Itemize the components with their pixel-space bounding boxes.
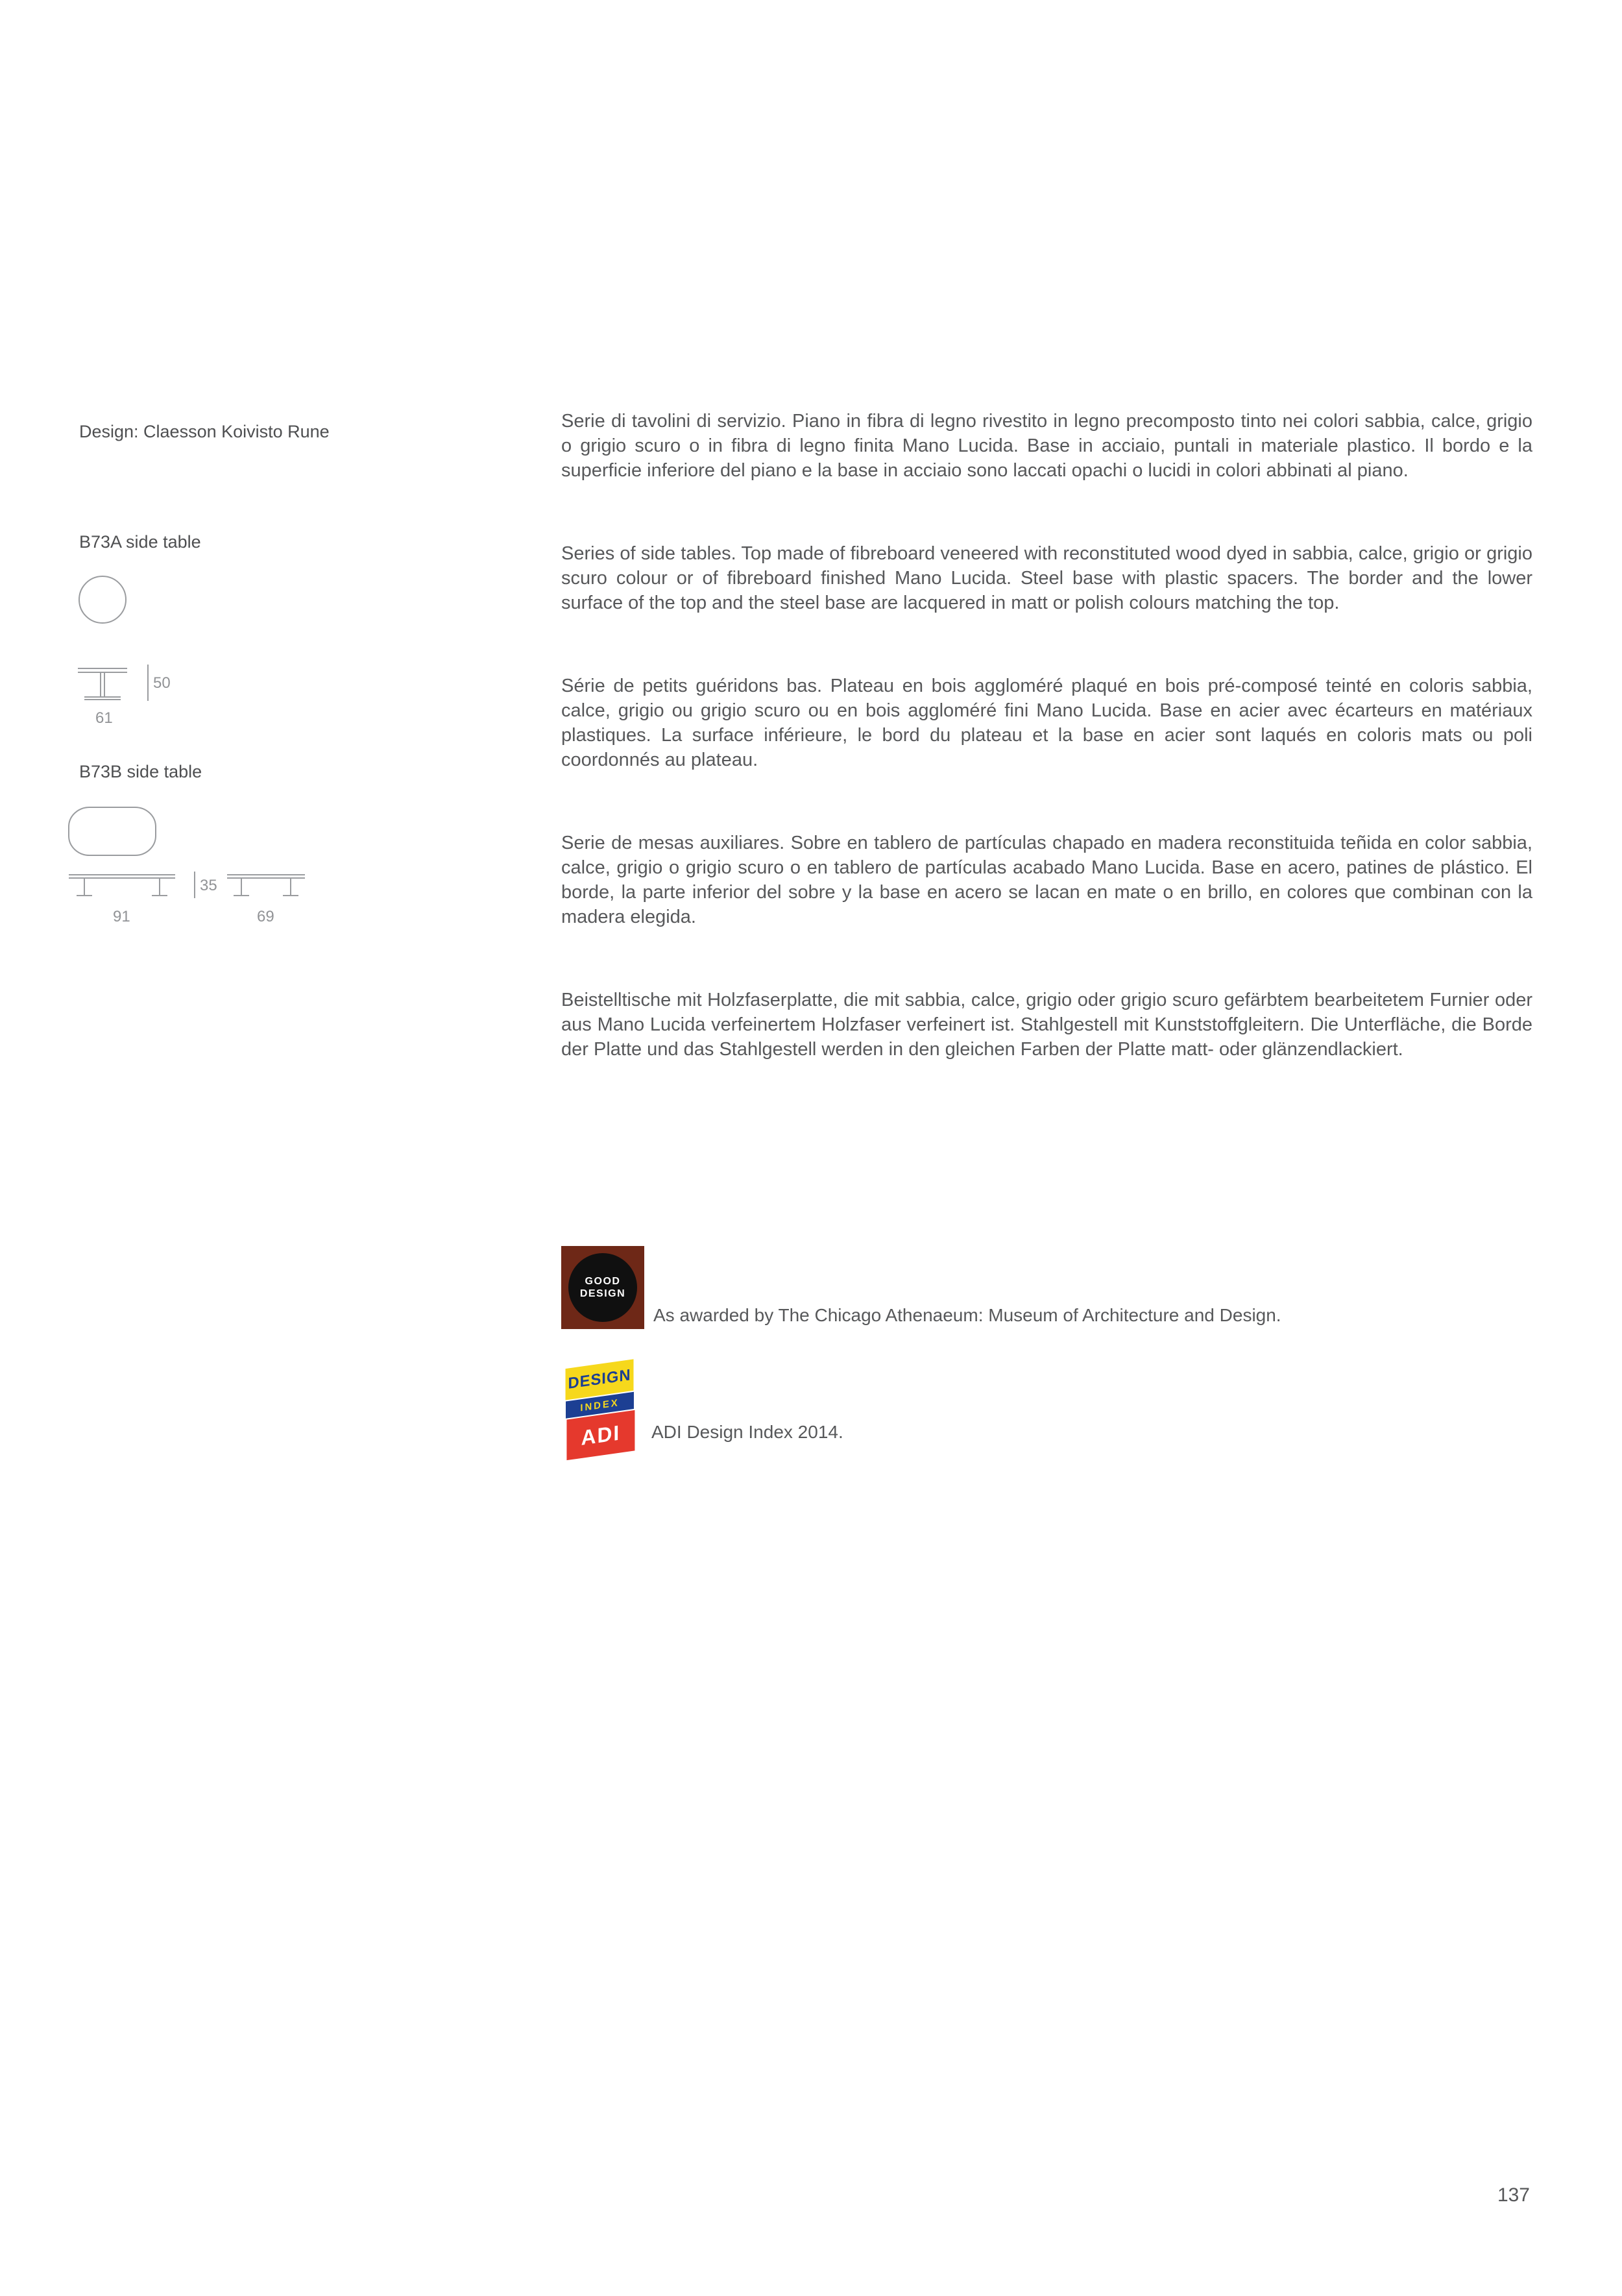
description-spanish: Serie de mesas auxiliares. Sobre en tablero de partículas chapado en madera reconstituida teñida en color sabbia, calce, grigio o grigio scuro o en tablero de partículas acabado Mano Lucida. Base en acero, patines de plástico. El borde, la parte inferior del sobre y la base en acero se lacan en mate o en brillo, en colores que combinan con la madera elegida. xyxy=(561,833,1532,927)
description-french: Série de petits guéridons bas. Plateau en bois aggloméré plaqué en bois pré-composé teinté en coloris sabbia, calce, grigio ou grigio scuro ou en bois aggloméré fini Mano Lucida. Base en acier avec écarteurs en matériaux plastiques. La surface inférieure, le bord du plateau et la base en acier sont laqués en coloris mats ou poli coordonnés au plateau. xyxy=(561,676,1532,770)
b73b-front-view xyxy=(69,875,175,896)
good-design-award xyxy=(561,1246,1281,1329)
good-design-logo xyxy=(561,1246,644,1329)
good-design-logo-circle xyxy=(568,1253,637,1322)
description-english: Series of side tables. Top made of fibreboard veneered with reconstituted wood dyed in sabbia, calce, grigio or grigio scuro colour or of fibreboard finished Mano Lucida. Steel base with plastic spacers. The border and the lower surface of the top and the steel base are lacquered in matt or polish colours matching the top. xyxy=(561,543,1532,613)
adi-caption: ADI Design Index 2014. xyxy=(651,1422,843,1442)
adi-logo-word-index: INDEX xyxy=(580,1397,620,1414)
b73a-top-view xyxy=(79,576,126,623)
adi-logo xyxy=(557,1360,646,1465)
description-column xyxy=(561,409,1532,1120)
b73b-technical-drawing xyxy=(65,803,376,940)
b73a-side-view xyxy=(78,668,127,700)
adi-logo-word-design: DESIGN xyxy=(568,1365,631,1393)
product-name-b73a: B73A side table xyxy=(79,532,201,552)
b73b-width-left-label: 91 xyxy=(113,908,130,925)
good-design-logo-line2: DESIGN xyxy=(579,1288,626,1299)
b73a-width-label: 61 xyxy=(95,709,113,727)
page-number: 137 xyxy=(1497,2184,1530,2206)
good-design-caption: As awarded by The Chicago Athenaeum: Museum of Architecture and Design. xyxy=(653,1305,1281,1325)
adi-award xyxy=(563,1364,843,1460)
b73b-width-right-label: 69 xyxy=(257,908,274,925)
description-german: Beistelltische mit Holzfaserplatte, die mit sabbia, calce, grigio oder grigio scuro gefärbtem bearbeitetem Furnier oder aus Mano Lucida verfeinertem Holzfaser verfeinert ist. Stahlgestell mit Kunststoffgleitern. Die Unterfläche, die Borde der Platte und das Stahlgestell werden in den gleichen Farben der Platte matt- oder glänzendlackiert. xyxy=(561,990,1532,1060)
description-italian: Serie di tavolini di servizio. Piano in fibra di legno rivestito in legno precomposto tinto nei colori sabbia, calce, grigio o grigio scuro o in fibra di legno finita Mano Lucida. Base in acciaio, puntali in materiale plastico. Il bordo e la superficie inferiore del piano e la base in acciaio sono laccati opachi o lucidi in colori abbinati al piano. xyxy=(561,411,1532,481)
b73a-technical-drawing xyxy=(65,566,260,748)
b73b-top-view xyxy=(69,807,156,855)
b73b-dimension-height xyxy=(195,872,217,898)
b73b-height-label: 35 xyxy=(200,877,217,894)
b73a-dimension-height xyxy=(148,665,171,701)
adi-logo-adi-bar xyxy=(566,1410,635,1460)
b73b-side-view xyxy=(227,875,305,896)
designer-credit: Design: Claesson Koivisto Rune xyxy=(79,422,330,441)
good-design-logo-line1: GOOD xyxy=(585,1276,621,1287)
adi-logo-word-adi: ADI xyxy=(581,1420,621,1450)
product-name-b73b: B73B side table xyxy=(79,762,202,781)
b73a-height-label: 50 xyxy=(153,674,171,692)
